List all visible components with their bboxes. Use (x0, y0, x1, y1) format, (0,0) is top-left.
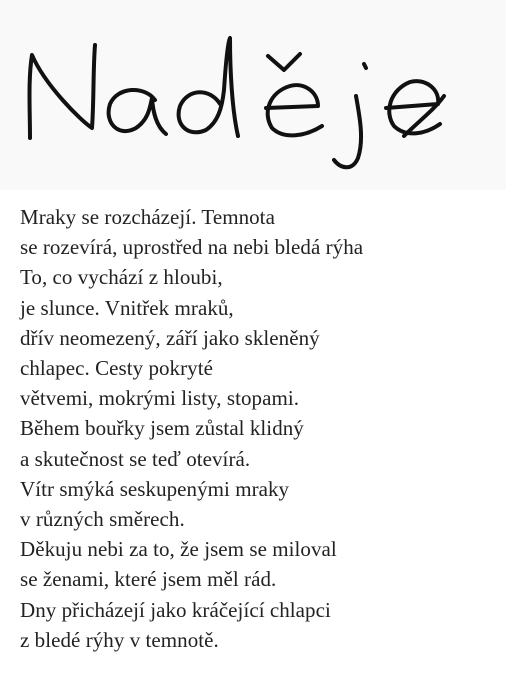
handwritten-title (0, 0, 506, 190)
poem-line: Dny přicházejí jako kráčející chlapci (20, 597, 331, 622)
poem-line: se rozevírá, uprostřed na nebi bledá rýha (20, 235, 364, 260)
poem-line: chlapec. Cesty pokryté (20, 356, 213, 381)
poem-line: se ženami, které jsem měl rád. (20, 567, 277, 592)
poem-line: z bledé rýhy v temnotě. (20, 627, 219, 652)
poem-line: Mraky se rozcházejí. Temnota (20, 205, 275, 229)
poem-line: dřív neomezený, září jako skleněný (20, 325, 320, 350)
poem-line: větvemi, mokrými listy, stopami. (20, 386, 300, 411)
poem-line: Během bouřky jsem zůstal klidný (20, 416, 304, 441)
poem (20, 202, 500, 655)
handwritten-title-area (0, 0, 506, 190)
poem-line: a skutečnost se teď otevírá. (20, 446, 251, 471)
poem-line: Děkuju nebi za to, že jsem se miloval (20, 537, 337, 562)
poem-line: je slunce. Vnitřek mraků, (20, 295, 234, 320)
poem-line: To, co vychází z hloubi, (20, 265, 223, 290)
poem-line: Vítr smýká seskupenými mraky (20, 476, 290, 501)
poem-line: v různých směrech. (20, 507, 185, 532)
